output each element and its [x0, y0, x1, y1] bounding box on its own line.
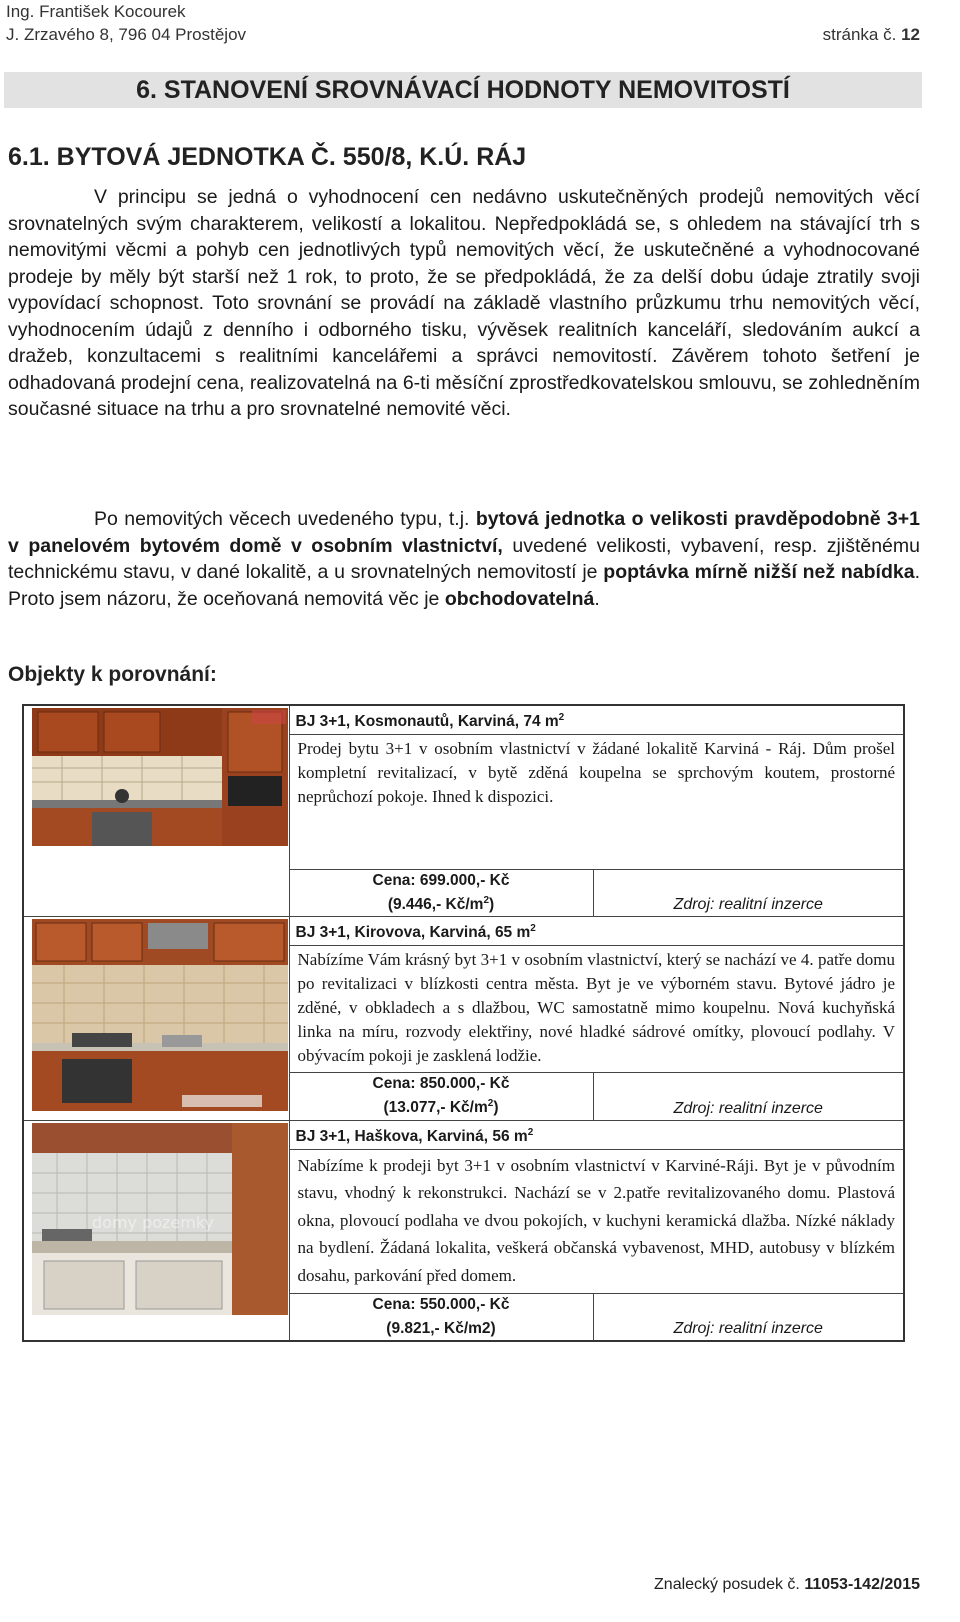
listing-3-price-total: Cena: 550.000,- Kč	[372, 1296, 510, 1314]
listing-3-kitchen-photo	[32, 1123, 288, 1315]
listing-3-price-per-m2: (9.821,- Kč/m2)	[386, 1320, 496, 1338]
section-title: 6. STANOVENÍ SROVNÁVACÍ HODNOTY NEMOVITOSTÍ	[136, 76, 790, 104]
listing-2-photo-cell	[23, 917, 289, 1120]
listing-3-source: Zdroj: realitní inzerce	[593, 1294, 904, 1342]
listing-1-price	[289, 870, 593, 917]
listing-1-photo-cell	[23, 705, 289, 917]
listing-2-source: Zdroj: realitní inzerce	[593, 1073, 904, 1120]
listing-1-price-total: Cena: 699.000,- Kč	[372, 872, 510, 890]
page-number-value: 12	[901, 25, 920, 44]
listing-1-title-row	[23, 705, 904, 735]
listing-2-description: Nabízíme Vám krásný byt 3+1 v osobním vlastnictví, který se nachází ve 4. patře domu po revitalizaci v blízkosti centra města. Byt je ve výborném stavu. Bytové jádro je zděné, v obkladech a s dlažbou, WC samostatně mimo koupelnu. Nová kuchyňská linka na míru, rozvody elektřiny, nové hladké sádrové omítky, plovoucí podlahy. V obývacím pokoji je zasklená lodžie.	[289, 946, 904, 1073]
intro-paragraph: V principu se jedná o vyhodnocení cen nedávno uskutečněných prodejů nemovitých věcí srovnatelných svým charakterem, velikostí a lokalitou. Nepředpokládá se, s ohledem na stávající trh s nemovitými věcmi a pohyb cen jednotlivých typů nemovitých věcí, že uskutečněné a vyhodnocované prodeje by měly být starší než 1 rok, to proto, že se předpokládá, že za delší dobu údaje ztratily svoji vypovídací schopnost. Toto srovnání se provádí na základě vlastního průzkumu trhu nemovitých věcí, vyhodnocením údajů z denního i odborného tisku, vývěsek realitních kanceláří, sledováním aukcí a dražeb, konzultacemi s realitními kancelářemi a správci nemovitostí. Závěrem tohoto šetření je odhadovaná prodejní cena, realizovatelná na 6-ti měsíční zprostředkovatelskou smlouvu, se zohledněním současné situace na trhu a pro srovnatelné nemovité věci.	[8, 186, 920, 420]
conclusion-text-2: uvedené velikosti, vybavení, resp. zjištěnému technickému stavu, v dané lokalitě, a u srovnatelných nemovitostí je	[8, 534, 920, 583]
listing-3-price	[289, 1294, 593, 1342]
section-title-band	[4, 72, 922, 108]
author-name: Ing. František Kocourek	[6, 2, 186, 21]
conclusion-bold-3: obchodovatelná	[444, 587, 595, 610]
page-header	[6, 0, 920, 46]
conclusion-text-4: .	[594, 587, 600, 610]
page-footer	[654, 1576, 920, 1594]
conclusion-bold-1: bytová jednotka o velikosti pravděpodobně 3+1 v panelovém bytovém domě v osobním vlastnictví,	[8, 508, 920, 557]
page-label: stránka č.	[822, 25, 897, 44]
conclusion-text-3: . Proto jsem názoru, že oceňovaná nemovitá věc je	[8, 561, 921, 610]
listing-2-title-row	[23, 917, 904, 946]
subsection-title: 6.1. BYTOVÁ JEDNOTKA Č. 550/8, K.Ú. RÁJ	[8, 143, 527, 171]
listing-1-description: Prodej bytu 3+1 v osobním vlastnictví v žádané lokalitě Karviná - Ráj. Dům prošel kompletní revitalizací, v bytě zděná koupelna se sprchovým koutem, prostorné neprůchozí pokoje. Ihned k dispozici.	[289, 735, 904, 870]
listing-3-description: Nabízíme k prodeji byt 3+1 v osobním vlastnictví v Karviné-Ráji. Byt je v původním stavu, vhodný k rekonstrukci. Nachází se v 2.patře revitalizovaného domu. Plastová okna, plovoucí podlaha ve dvou pokojích, v kuchyni keramická dlažba. Nízké náklady na bydlení. Žádaná lokalita, veškerá občanská vybavenost, MHD, autobusy v blízkém dosahu, parkování před domem.	[289, 1149, 904, 1294]
listing-2-price	[289, 1073, 593, 1120]
author-address: J. Zrzavého 8, 796 04 Prostějov	[6, 25, 247, 44]
objects-heading: Objekty k porovnání:	[8, 663, 217, 686]
footer-number: 11053-142/2015	[804, 1576, 920, 1593]
listing-2-price-per-m2: (13.077,- $Kč/m^2$)	[383, 1098, 499, 1117]
listing-1-price-per-m2: (9.446,- $Kč/m^2$)	[387, 895, 495, 914]
listing-2-price-total: Cena: 850.000,- Kč	[372, 1075, 510, 1093]
listing-3-photo-cell	[23, 1120, 289, 1341]
listing-3-title: BJ 3+1, Haškova, Karviná, 56 $m^2$	[289, 1120, 904, 1149]
conclusion-paragraph	[8, 506, 920, 612]
listing-1-title: BJ 3+1, Kosmonautů, Karviná, 74 $m^2$	[289, 705, 904, 735]
listing-2-title: BJ 3+1, Kirovova, Karviná, 65 $m^2$	[289, 917, 904, 946]
conclusion-text-1: Po nemovitých věcech uvedeného typu, t.j.	[94, 508, 476, 530]
listing-1-kitchen-photo	[32, 708, 288, 846]
listing-2-kitchen-photo	[32, 919, 288, 1111]
conclusion-bold-2: poptávka mírně nižší než nabídka	[603, 561, 915, 583]
listing-1-source: Zdroj: realitní inzerce	[593, 870, 904, 917]
listing-3-title-row	[23, 1120, 904, 1149]
comparison-table	[22, 704, 905, 1342]
footer-label: Znalecký posudek č.	[654, 1576, 800, 1593]
svg-text:domy pozemky: domy pozemky	[92, 1212, 215, 1232]
page-number	[823, 23, 920, 46]
